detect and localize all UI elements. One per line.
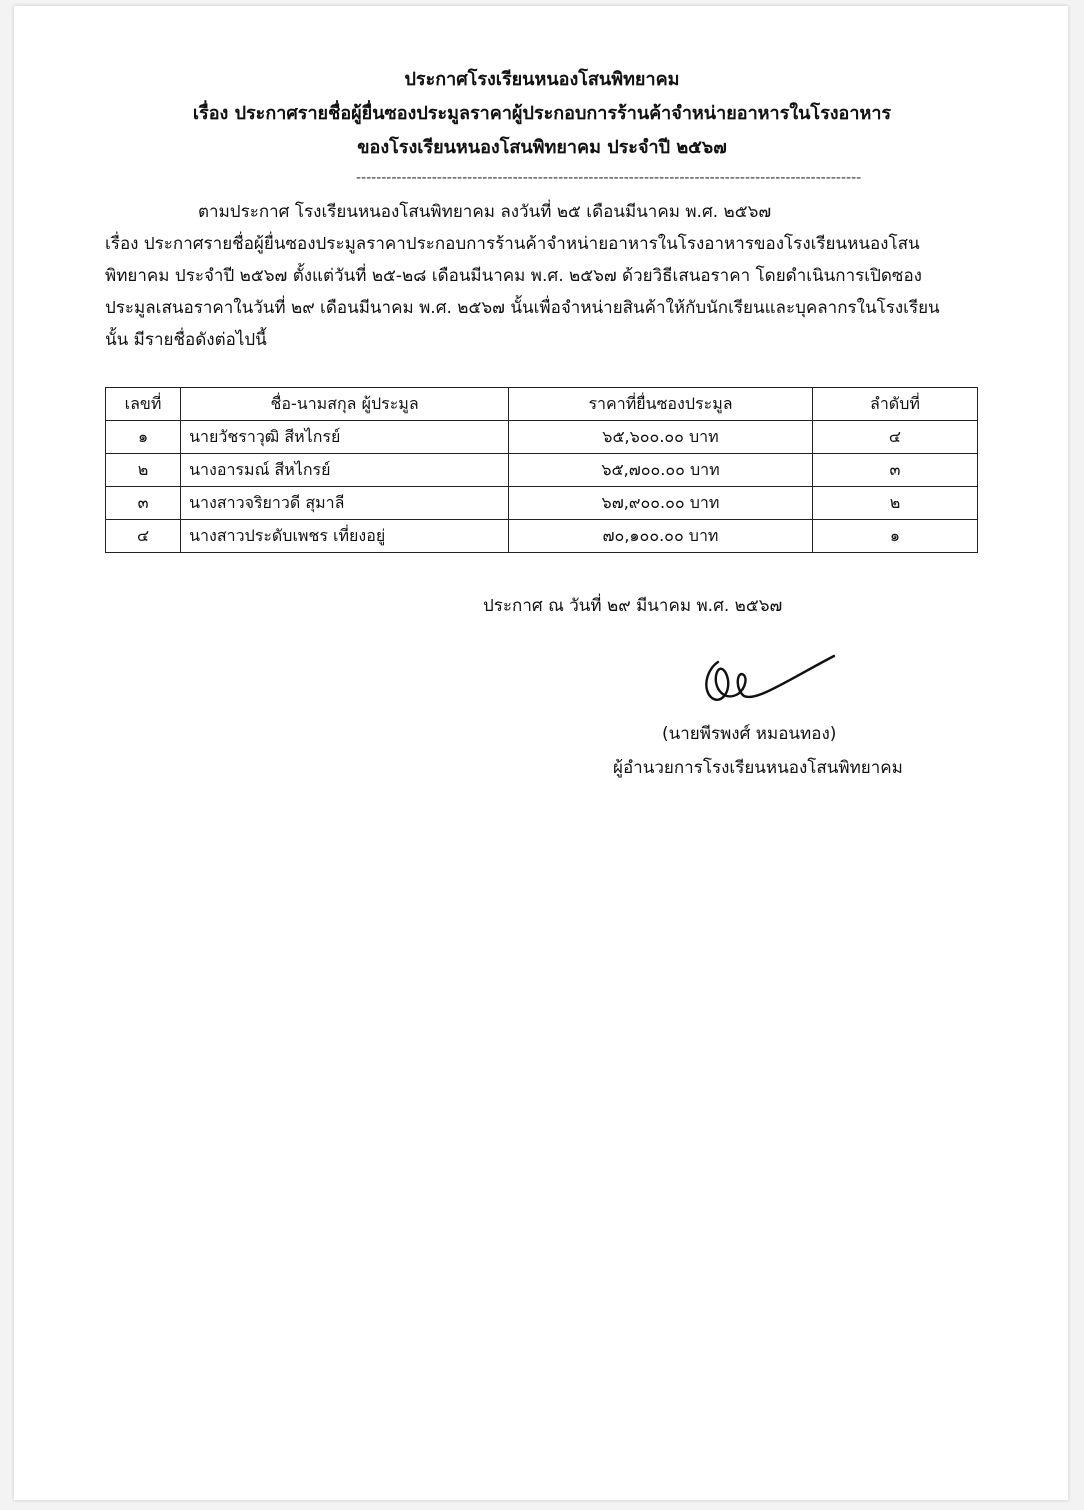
body-line-4: ประมูลเสนอราคาในวันที่ ๒๙ เดือนมีนาคม พ.ศ. ๒๕๖๗ นั้นเพื่อจำหน่ายสินค้าให้กับนักเรียนและบุคลากรในโรงเรียน <box>105 298 940 318</box>
cell-rank: ๓ <box>812 454 977 487</box>
document-page <box>14 6 1068 1500</box>
table-header-row <box>106 388 978 421</box>
signature <box>698 650 838 710</box>
cell-price: ๖๕,๖๐๐.๐๐ บาท <box>509 421 813 454</box>
header-rank: ลำดับที่ <box>812 388 977 421</box>
body-line-1: ตามประกาศ โรงเรียนหนองโสนพิทยาคม ลงวันที่ ๒๕ เดือนมีนาคม พ.ศ. ๒๕๖๗ <box>198 202 772 222</box>
body-line-5: นั้น มีรายชื่อดังต่อไปนี้ <box>105 330 267 350</box>
cell-name: นางสาวประดับเพชร เที่ยงอยู่ <box>181 520 509 553</box>
table-row <box>106 454 978 487</box>
table-row <box>106 487 978 520</box>
cell-rank: ๑ <box>812 520 977 553</box>
cell-rank: ๔ <box>812 421 977 454</box>
header-no: เลขที่ <box>106 388 181 421</box>
table-row <box>106 421 978 454</box>
announcement-title: ประกาศโรงเรียนหนองโสนพิทยาคม <box>404 69 680 90</box>
cell-no: ๑ <box>106 421 181 454</box>
cell-name: นางอารมณ์ สีหไกรย์ <box>181 454 509 487</box>
cell-no: ๓ <box>106 487 181 520</box>
announcement-subject-cont: ของโรงเรียนหนองโสนพิทยาคม ประจำปี ๒๕๖๗ <box>357 137 727 158</box>
header-name: ชื่อ-นามสกุล ผู้ประมูล <box>181 388 509 421</box>
cell-price: ๖๕,๗๐๐.๐๐ บาท <box>509 454 813 487</box>
cell-name: นายวัชราวุฒิ สีหไกรย์ <box>181 421 509 454</box>
announcement-subject: เรื่อง ประกาศรายชื่อผู้ยื่นซองประมูลราคาผู้ประกอบการร้านค้าจำหน่ายอาหารในโรงอาหาร <box>192 103 892 124</box>
cell-no: ๒ <box>106 454 181 487</box>
cell-price: ๗๐,๑๐๐.๐๐ บาท <box>509 520 813 553</box>
separator-line: ---------------------------------------------------------------------------------------------------- <box>356 170 862 186</box>
bidders-table <box>105 387 978 553</box>
cell-no: ๔ <box>106 520 181 553</box>
cell-price: ๖๗,๙๐๐.๐๐ บาท <box>509 487 813 520</box>
cell-rank: ๒ <box>812 487 977 520</box>
body-line-3: พิทยาคม ประจำปี ๒๕๖๗ ตั้งแต่วันที่ ๒๕-๒๘ เดือนมีนาคม พ.ศ. ๒๕๖๗ ด้วยวิธีเสนอราคา โดยดำเนินการเปิดซอง <box>105 266 922 286</box>
table-row <box>106 520 978 553</box>
announcement-date: ประกาศ ณ วันที่ ๒๙ มีนาคม พ.ศ. ๒๕๖๗ <box>483 596 783 616</box>
header-price: ราคาที่ยื่นซองประมูล <box>509 388 813 421</box>
signer-title: ผู้อำนวยการโรงเรียนหนองโสนพิทยาคม <box>613 758 903 778</box>
signer-name: (นายพีรพงศ์ หมอนทอง) <box>662 724 837 744</box>
cell-name: นางสาวจริยาวดี สุมาลี <box>181 487 509 520</box>
body-line-2: เรื่อง ประกาศรายชื่อผู้ยื่นซองประมูลราคาประกอบการร้านค้าจำหน่ายอาหารในโรงอาหารของโรงเรียนหนองโสน <box>105 234 920 254</box>
